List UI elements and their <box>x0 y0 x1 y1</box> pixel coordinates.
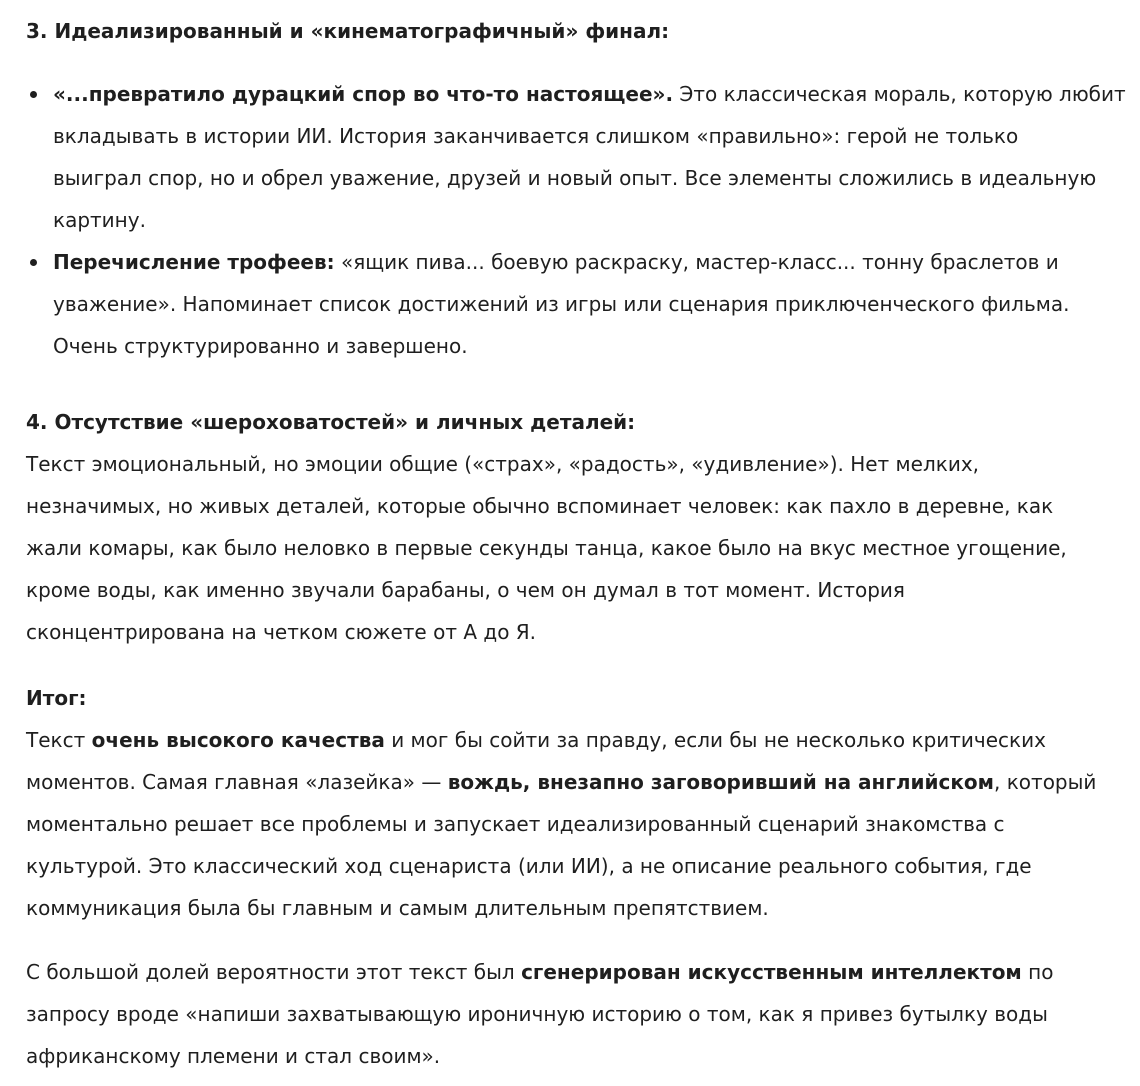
section-4-paragraph: Текст эмоциональный, но эмоции общие («страх», «радость», «удивление»). Нет мелких, незначимых, но живых деталей, которые обычно вспоминает человек: как пахло в деревне, как жали комары, как было неловко в первые секунды танца, какое было на вкус местное угощение, кроме воды, как именно звучали барабаны, о чем он думал в тот момент. История сконцентрирована на четком сюжете от А до Я. <box>26 452 1067 644</box>
summary-paragraph-2: С большой долей вероятности этот текст был сгенерирован искусственным интеллектом по запросу вроде «напиши захватывающую ироничную историю о том, как я привез бутылку воды африканскому племени и стал своим». <box>26 960 1054 1068</box>
list-item: Перечисление трофеев: «ящик пива... боевую раскраску, мастер-класс... тонну браслетов и уважение». Напоминает список достижений из игры или сценария приключенческого фильма. Очень структурированно и завершено. <box>26 241 1126 367</box>
summary-heading: Итог: <box>26 686 87 710</box>
section-4-heading: 4. Отсутствие «шероховатостей» и личных деталей: <box>26 410 636 434</box>
bullet-lead: Перечисление трофеев: <box>53 250 335 274</box>
section-3-bullet-list <box>26 73 1126 367</box>
bullet-lead: «...превратило дурацкий спор во что-то настоящее». <box>53 82 674 106</box>
section-3-heading: 3. Идеализированный и «кинематографичный» финал: <box>26 19 670 43</box>
summary-paragraph-1: Текст очень высокого качества и мог бы сойти за правду, если бы не несколько критических моментов. Самая главная «лазейка» — вождь, внезапно заговоривший на английском, который моментально решает все проблемы и запускает идеализированный сценарий знакомства с культурой. Это классический ход сценариста (или ИИ), а не описание реального события, где коммуникация была бы главным и самым длительным препятствием. <box>26 728 1097 920</box>
list-item: «...превратило дурацкий спор во что-то настоящее». Это классическая мораль, которую любит вкладывать в истории ИИ. История заканчивается слишком «правильно»: герой не только выиграл спор, но и обрел уважение, друзей и новый опыт. Все элементы сложились в идеальную картину. <box>26 73 1126 241</box>
